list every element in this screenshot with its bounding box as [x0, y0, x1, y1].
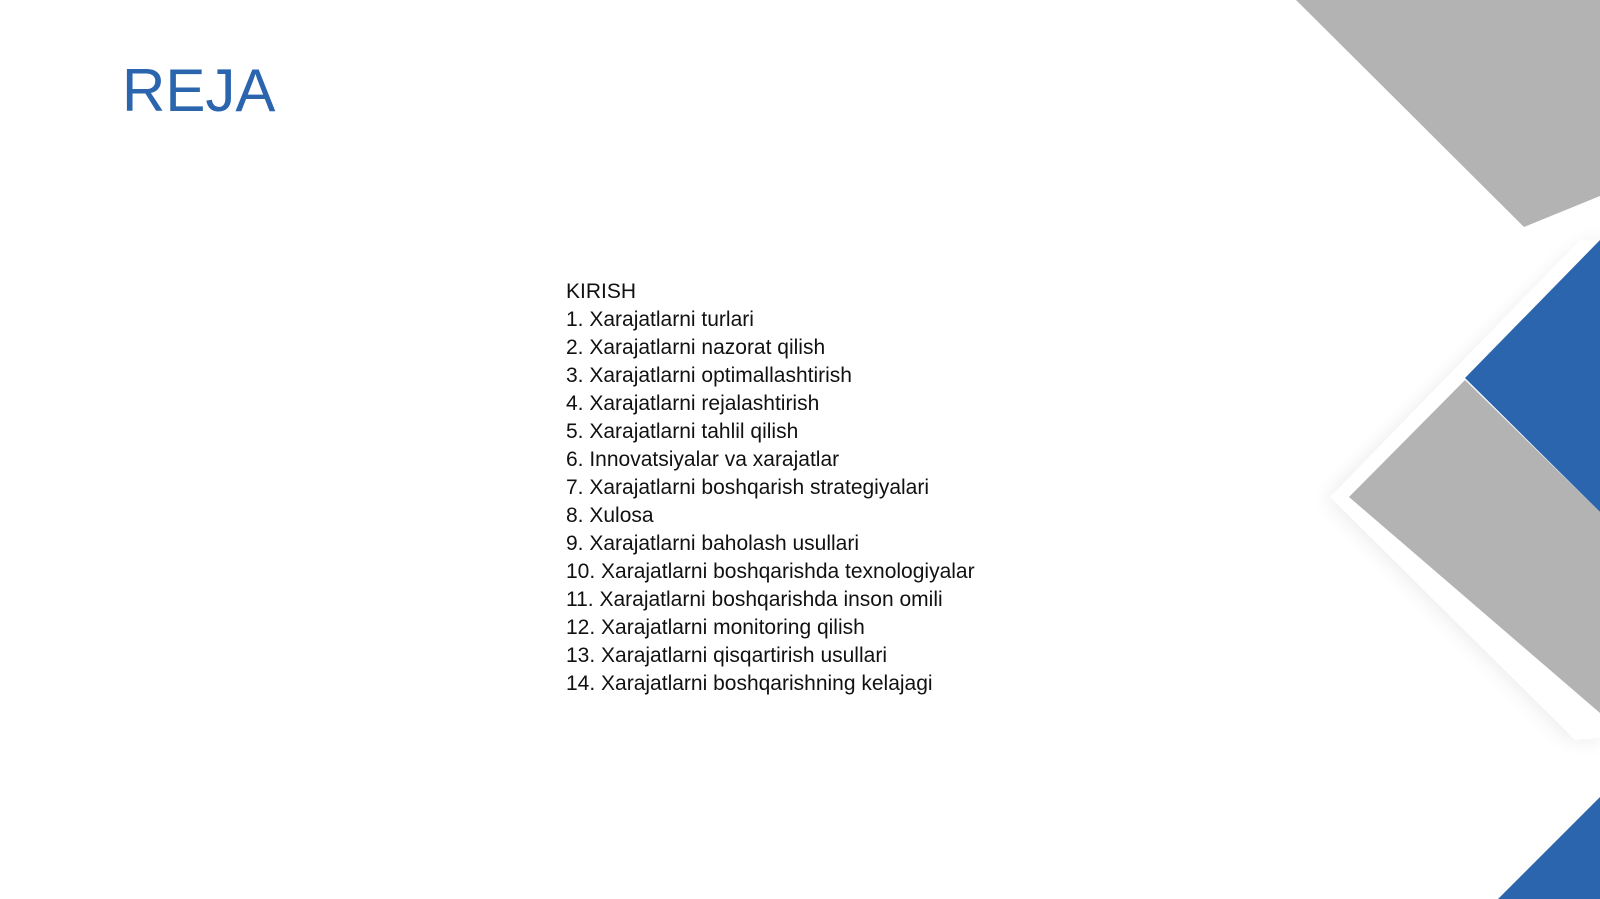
agenda-item: 6. Innovatsiyalar va xarajatlar [566, 448, 840, 471]
agenda-item: 3. Xarajatlarni optimallashtirish [566, 364, 852, 387]
agenda-item: 1. Xarajatlarni turlari [566, 308, 754, 331]
agenda-item: 13. Xarajatlarni qisqartirish usullari [566, 644, 887, 667]
blue-triangle-bottom [1498, 797, 1600, 899]
agenda-item: 8. Xulosa [566, 504, 654, 527]
agenda-item: 5. Xarajatlarni tahlil qilish [566, 420, 799, 443]
agenda-item: KIRISH [566, 280, 637, 303]
agenda-item: 10. Xarajatlarni boshqarishda texnologiyalar [566, 560, 975, 583]
agenda-item: 7. Xarajatlarni boshqarish strategiyalari [566, 476, 930, 499]
agenda-item: 4. Xarajatlarni rejalashtirish [566, 392, 820, 415]
agenda-item: 14. Xarajatlarni boshqarishning kelajagi [566, 672, 933, 695]
agenda-list [566, 278, 975, 698]
gray-panel [1349, 380, 1600, 713]
diamond-shadow [1328, 238, 1600, 740]
agenda-item: 9. Xarajatlarni baholash usullari [566, 532, 860, 555]
agenda-item: 2. Xarajatlarni nazorat qilish [566, 336, 826, 359]
white-diamond-frame [1330, 240, 1600, 740]
agenda-item: 11. Xarajatlarni boshqarishda inson omili [566, 588, 943, 611]
agenda-item: 12. Xarajatlarni monitoring qilish [566, 616, 865, 639]
gray-triangle-top [1296, 0, 1600, 227]
slide-title: REJA [122, 57, 276, 124]
blue-panel [1465, 240, 1600, 512]
